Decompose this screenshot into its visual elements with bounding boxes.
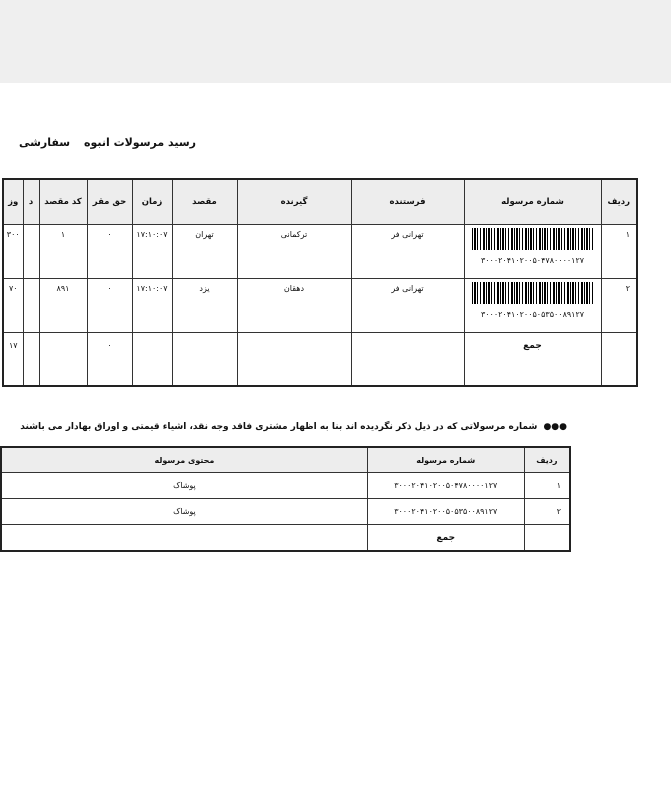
- sum-empty: [1, 525, 367, 552]
- bullet-dots: ●●●: [543, 422, 567, 432]
- cell-row: ۱: [524, 473, 570, 499]
- sum-row-empty: [524, 525, 570, 552]
- cell-fee: ۰: [87, 225, 132, 279]
- barcode-number: ۳۰۰۰۲۰۴۱۰۲۰۰۵۰۵۳۵۰۰۸۹۱۲۷: [480, 310, 585, 319]
- receipt-title-text: رسید مرسولات انبوه: [83, 136, 196, 149]
- notice-body: شماره مرسولاتی که در ذیل ذکر نگردیده اند بنا به اظهار مشتری فاقد وجه نقد، اشیاء قیمتی و اوراق بهادار می باشند: [20, 422, 538, 432]
- cell-parcel-number: ۳۰۰۰۲۰۴۱۰۲۰۰۵۰۴۷۸۰۰۰۰۱۲۷: [367, 473, 524, 499]
- table-row: [1, 499, 570, 525]
- header-d: د: [23, 179, 39, 225]
- table-header-row: [3, 179, 637, 225]
- notice-text: [20, 422, 567, 432]
- cell-dest-code: ۱: [39, 225, 87, 279]
- sum-label: جمع: [367, 525, 524, 552]
- parcels-table: [2, 178, 638, 387]
- receipt-subtitle: سفارشی: [18, 136, 71, 149]
- cell-parcel-number: [464, 279, 601, 333]
- sum-empty: [237, 333, 351, 387]
- cell-dest-code: ۸۹۱: [39, 279, 87, 333]
- barcode-image: [472, 228, 594, 250]
- cell-sender: تهرانی فر: [351, 279, 464, 333]
- top-gray-bar: [0, 0, 671, 83]
- cell-sender: تهرانی فر: [351, 225, 464, 279]
- table-row: [1, 473, 570, 499]
- sum-label: جمع: [464, 333, 601, 387]
- header-destination: مقصد: [172, 179, 237, 225]
- cell-row: ۱: [601, 225, 637, 279]
- cell-time: ۱۷:۱۰:۰۷: [132, 225, 172, 279]
- header-recipient: گیرنده: [237, 179, 351, 225]
- cell-time: ۱۷:۱۰:۰۷: [132, 279, 172, 333]
- cell-parcel-number: ۳۰۰۰۲۰۴۱۰۲۰۰۵۰۵۳۵۰۰۸۹۱۲۷: [367, 499, 524, 525]
- sum-empty: [172, 333, 237, 387]
- header-dest-code: کد مقصد: [39, 179, 87, 225]
- sum-row-empty: [601, 333, 637, 387]
- sum-fee: ۰: [87, 333, 132, 387]
- header-sender: فرستنده: [351, 179, 464, 225]
- table-row: [3, 225, 637, 279]
- cell-row: ۲: [524, 499, 570, 525]
- header-parcel-number: شماره مرسوله: [464, 179, 601, 225]
- sum-empty: [39, 333, 87, 387]
- cell-recipient: ترکمانی: [237, 225, 351, 279]
- cell-fee: ۰: [87, 279, 132, 333]
- sum-empty: [23, 333, 39, 387]
- table-header-row: [1, 447, 570, 473]
- cell-recipient: دهقان: [237, 279, 351, 333]
- barcode-image: [472, 282, 594, 304]
- header-fee: حق مقر: [87, 179, 132, 225]
- cell-parcel-number: [464, 225, 601, 279]
- sum-row: [3, 333, 637, 387]
- cell-destination: تهران: [172, 225, 237, 279]
- receipt-title: [18, 136, 196, 149]
- cell-row: ۲: [601, 279, 637, 333]
- sum-empty: [132, 333, 172, 387]
- header-row: ردیف: [601, 179, 637, 225]
- cell-weight: ۳۰۰: [3, 225, 23, 279]
- sum-empty: [351, 333, 464, 387]
- cell-d: [23, 225, 39, 279]
- table-row: [3, 279, 637, 333]
- barcode-number: ۳۰۰۰۲۰۴۱۰۲۰۰۵۰۴۷۸۰۰۰۰۱۲۷: [480, 256, 585, 265]
- cell-content: پوشاک: [1, 499, 367, 525]
- header-parcel-number: شماره مرسوله: [367, 447, 524, 473]
- header-row: ردیف: [524, 447, 570, 473]
- cell-weight: ۷۰: [3, 279, 23, 333]
- contents-table: [0, 446, 571, 552]
- header-content: محتوی مرسوله: [1, 447, 367, 473]
- sum-weight: ۱۷: [3, 333, 23, 387]
- header-weight: وز: [3, 179, 23, 225]
- sum-row: [1, 525, 570, 552]
- cell-destination: یزد: [172, 279, 237, 333]
- cell-content: پوشاک: [1, 473, 367, 499]
- header-time: زمان: [132, 179, 172, 225]
- cell-d: [23, 279, 39, 333]
